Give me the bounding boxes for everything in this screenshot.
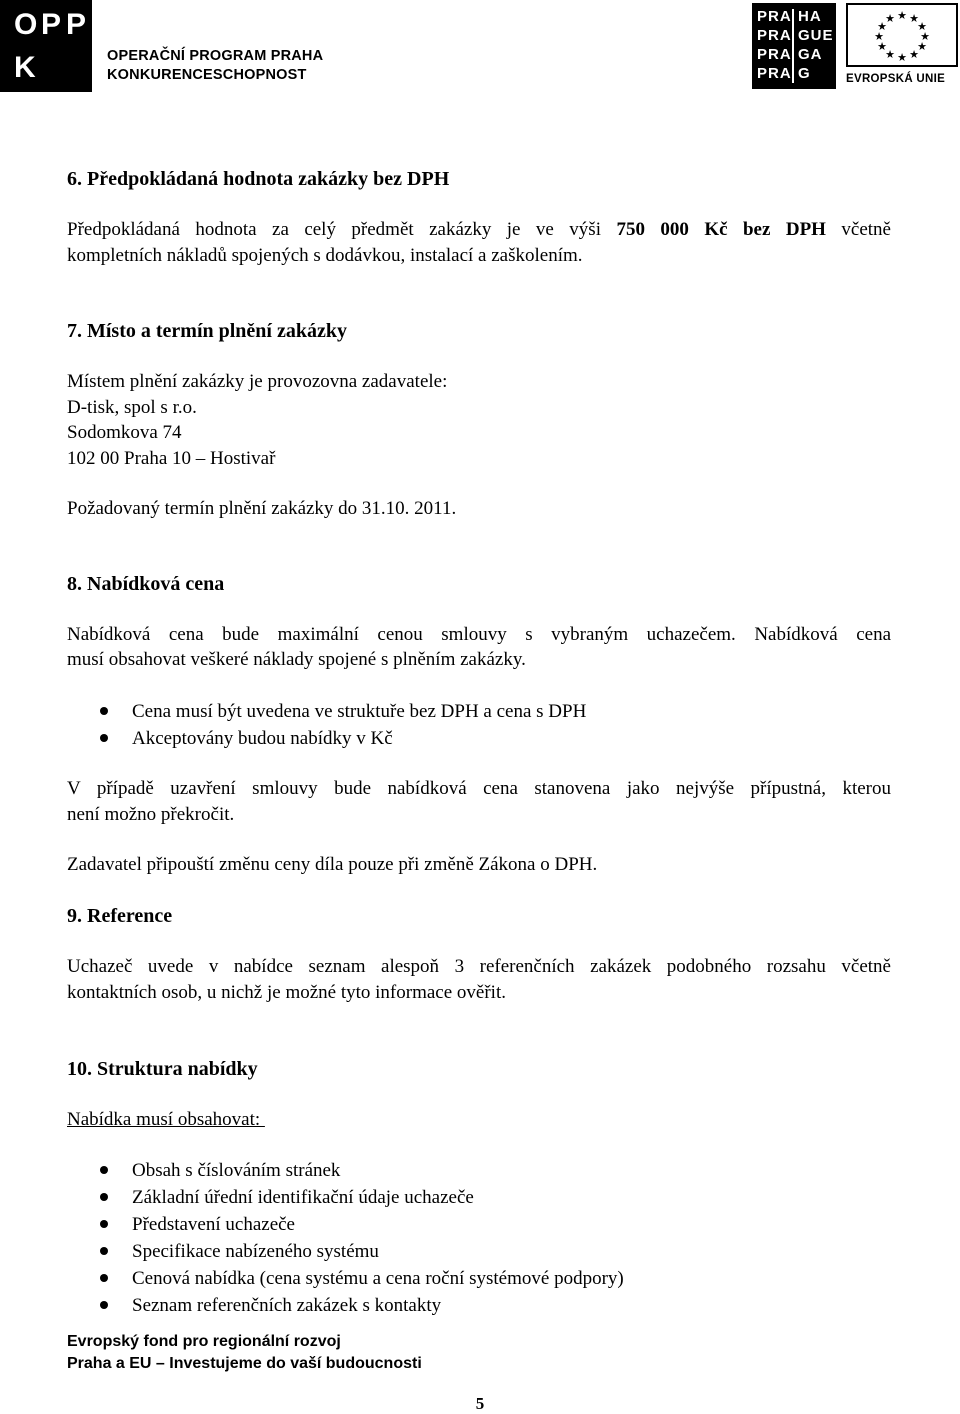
bullet-icon (100, 1166, 108, 1174)
footer-fund-line: Evropský fond pro regionální rozvoj (67, 1333, 341, 1350)
oppk-logo-letter: P (41, 8, 62, 41)
svg-text:★: ★ (877, 20, 887, 33)
list-item: Základní úřední identifikační údaje uchazeče (132, 1187, 474, 1208)
section-7-line: Sodomkova 74 (67, 422, 182, 443)
praha-logo-text: GA (798, 46, 823, 63)
eu-label: EVROPSKÁ UNIE (846, 73, 946, 85)
section-8-paragraph-line: musí obsahovat veškeré náklady spojené s plněním zakázky. (67, 649, 526, 670)
section-7-line: D-tisk, spol s r.o. (67, 397, 197, 418)
svg-text:★: ★ (909, 12, 919, 25)
page-number: 5 (475, 1394, 485, 1413)
section-9-paragraph-line: Uchazeč uvede v nabídce seznam alespoň 3 referenčních zakázek podobného rozsahu včetně (67, 956, 891, 977)
praha-logo-text: PRA (757, 46, 792, 63)
praha-logo-text: PRA (757, 27, 792, 44)
eu-flag (846, 3, 958, 67)
list-item: Akceptovány budou nabídky v Kč (132, 728, 393, 749)
section-6-paragraph-line (67, 217, 891, 243)
svg-text:★: ★ (909, 48, 919, 61)
section-8-heading: 8. Nabídková cena (67, 573, 225, 595)
oppk-logo-letter: K (14, 51, 36, 84)
svg-text:★: ★ (874, 30, 884, 43)
bullet-icon (100, 1193, 108, 1201)
svg-text:★: ★ (917, 40, 927, 53)
section-6-paragraph-line: kompletních nákladů spojených s dodávkou, instalací a zaškolením. (67, 245, 583, 266)
list-item: Cena musí být uvedena ve struktuře bez DPH a cena s DPH (132, 701, 587, 722)
section-8-paragraph: Zadavatel připouští změnu ceny díla pouze při změně Zákona o DPH. (67, 854, 598, 875)
list-item: Cenová nabídka (cena systému a cena roční systémové podpory) (132, 1268, 624, 1289)
section-8-paragraph-line: Nabídková cena bude maximální cenou smlouvy s vybraným uchazečem. Nabídková cena (67, 624, 891, 645)
oppk-logo-letter: O (14, 8, 38, 41)
praha-logo (752, 3, 836, 89)
section-6-heading: 6. Předpokládaná hodnota zakázky bez DPH (67, 168, 450, 190)
bullet-icon (100, 1220, 108, 1228)
text-run: Předpokládaná hodnota za celý předmět zakázky je ve výši (67, 219, 617, 240)
bullet-icon (100, 734, 108, 742)
oppk-title-line: OPERAČNÍ PROGRAM PRAHA (107, 48, 324, 64)
svg-text:★: ★ (885, 12, 895, 25)
list-item: Obsah s číslováním stránek (132, 1160, 341, 1181)
oppk-logo-letter: P (66, 8, 87, 41)
praha-logo-text: GUE (798, 27, 834, 44)
praha-logo-text: PRA (757, 65, 792, 82)
svg-text:★: ★ (885, 48, 895, 61)
bullet-icon (100, 1301, 108, 1309)
praha-logo-text: G (798, 65, 811, 82)
svg-text:★: ★ (897, 9, 907, 22)
section-9-paragraph-line: kontaktních osob, u nichž je možné tyto informace ověřit. (67, 982, 506, 1003)
bullet-icon (100, 707, 108, 715)
section-7-line: Místem plnění zakázky je provozovna zadavatele: (67, 371, 448, 392)
section-7-deadline: Požadovaný termín plnění zakázky do 31.10. 2011. (67, 498, 457, 519)
praha-logo-divider (792, 9, 794, 83)
section-10-subheading: Nabídka musí obsahovat: (67, 1109, 265, 1130)
eu-stars-icon (848, 5, 956, 65)
section-8-paragraph-line: V případě uzavření smlouvy bude nabídková cena stanovena jako nejvýše přípustná, kterou (67, 778, 891, 799)
list-item: Představení uchazeče (132, 1214, 295, 1235)
bullet-icon (100, 1247, 108, 1255)
oppk-title-line: KONKURENCESCHOPNOST (107, 67, 307, 83)
praha-logo-text: PRA (757, 8, 792, 25)
section-9-heading: 9. Reference (67, 905, 173, 927)
bullet-icon (100, 1274, 108, 1282)
list-item: Specifikace nabízeného systému (132, 1241, 379, 1262)
svg-text:★: ★ (897, 51, 907, 64)
praha-logo-text: HA (798, 8, 822, 25)
svg-text:★: ★ (920, 30, 930, 43)
oppk-logo (0, 0, 92, 92)
svg-text:★: ★ (877, 40, 887, 53)
footer-slogan-line: Praha a EU – Investujeme do vaší budoucnosti (67, 1355, 422, 1372)
section-8-paragraph-line: není možno překročit. (67, 804, 235, 825)
svg-text:★: ★ (917, 20, 927, 33)
section-7-heading: 7. Místo a termín plnění zakázky (67, 320, 347, 342)
section-10-heading: 10. Struktura nabídky (67, 1058, 258, 1080)
list-item: Seznam referenčních zakázek s kontakty (132, 1295, 442, 1316)
oppk-program-title (107, 47, 323, 85)
section-7-line: 102 00 Praha 10 – Hostivař (67, 448, 276, 469)
text-run: včetně (825, 219, 891, 240)
price-emphasis: 750 000 Kč bez DPH (616, 219, 826, 240)
